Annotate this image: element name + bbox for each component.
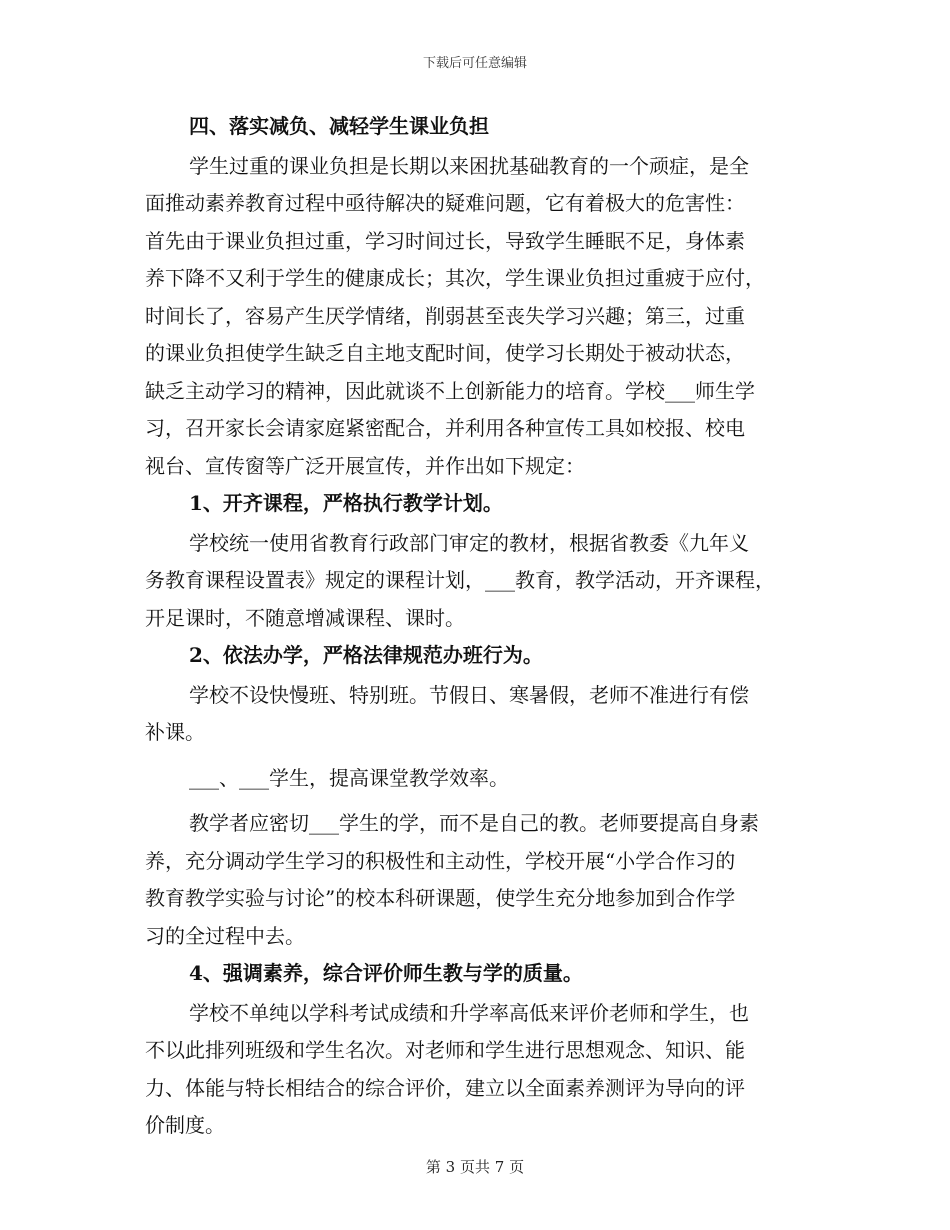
paragraph-line: 教育教学实验与讨论”的校本科研课题，使学生充分地参加到合作学 <box>145 886 736 910</box>
paragraph-line: 养，充分调动学生学习的积极性和主动性，学校开展“小学合作习的 <box>145 848 736 873</box>
item-2-paragraph <box>145 677 815 752</box>
page-header <box>0 52 950 71</box>
paragraph-line: 学生过重的课业负担是长期以来困扰基础教育的一个顽症，是全 <box>189 153 749 178</box>
paragraph-line: 习的全过程中去。 <box>145 923 305 948</box>
paragraph-line: 价制度。 <box>145 1113 225 1137</box>
item-3-paragraph <box>145 805 815 955</box>
paragraph-line: 养下降不又利于学生的健康成长；其次，学生课业负担过重疲于应付， <box>145 266 765 290</box>
paragraph-line: 补课。 <box>145 720 205 744</box>
paragraph-line: 教学者应密切___学生的学，而不是自己的教。老师要提高自身素 <box>189 811 759 835</box>
page-number: 第 3 页共 7 页 <box>425 1158 525 1176</box>
document-body <box>145 108 815 1145</box>
paragraph-line: 的课业负担使学生缺乏自主地支配时间，使学习长期处于被动状态， <box>145 341 745 365</box>
item-4-heading: 4、强调素养，综合评价师生教与学的质量。 <box>189 961 583 985</box>
section-heading: 四、落实减负、减轻学生课业负担 <box>189 114 489 138</box>
paragraph-line: 力、体能与特长相结合的综合评价，建立以全面素养测评为导向的评 <box>145 1075 745 1100</box>
paragraph-line: 开足课时，不随意增减课程、课时。 <box>145 605 465 630</box>
item-1-paragraph <box>145 525 815 638</box>
paragraph-line: 面推动素养教育过程中亟待解决的疑难问题，它有着极大的危害性： <box>145 191 745 215</box>
paragraph-line: 学校不单纯以学科考试成绩和升学率高低来评价老师和学生，也 <box>189 1000 749 1025</box>
item-2-heading: 2、依法办学，严格法律规范办班行为。 <box>189 643 543 667</box>
paragraph-line: 学校不设快慢班、特别班。节假日、寒暑假，老师不准进行有偿 <box>189 682 749 707</box>
header-text: 下载后可任意编辑 <box>422 56 527 71</box>
paragraph-line: 不以此排列班级和学生名次。对老师和学生进行思想观念、知识、能 <box>145 1038 745 1062</box>
paragraph-line: 视台、宣传窗等广泛开展宣传，并作出如下规定： <box>145 453 585 478</box>
paragraph-line: 首先由于课业负担过重，学习时间过长，导致学生睡眠不足，身体素 <box>145 228 745 253</box>
page-footer <box>0 1156 950 1177</box>
paragraph-1 <box>145 148 815 486</box>
item-4-paragraph <box>145 995 815 1145</box>
paragraph-line: 缺乏主动学习的精神，因此就谈不上创新能力的培育。学校___师生学 <box>145 378 755 403</box>
item-1-heading: 1、开齐课程，严格执行教学计划。 <box>189 491 503 515</box>
paragraph-line: 学校统一使用省教育行政部门审定的教材，根据省教委《九年义 <box>189 530 749 555</box>
paragraph-line: 习，召开家长会请家庭紧密配合，并利用各种宣传工具如校报、校电 <box>145 416 745 440</box>
item-3-heading <box>145 760 815 798</box>
paragraph-line: ___、___学生，提高课堂教学效率。 <box>189 765 509 790</box>
paragraph-line: 务教育课程设置表》规定的课程计划，___教育，教学活动，开齐课程， <box>145 568 775 592</box>
paragraph-line: 时间长了，容易产生厌学情绪，削弱甚至丧失学习兴趣；第三，过重 <box>145 303 745 328</box>
